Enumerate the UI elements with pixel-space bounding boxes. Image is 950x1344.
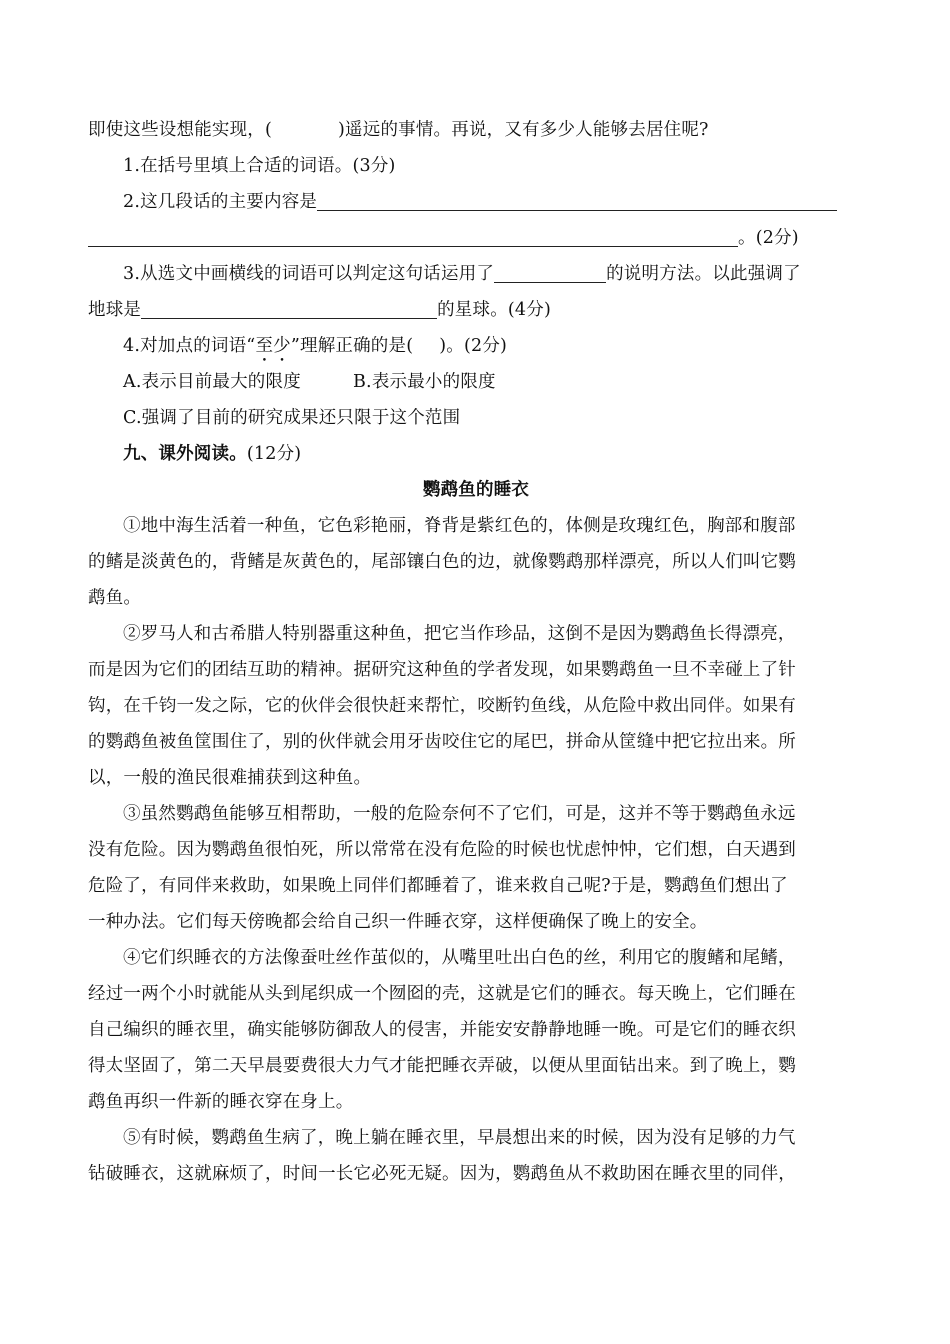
section-score: (12分) — [246, 444, 302, 464]
question-3 — [88, 256, 864, 292]
article-line: 危险了，有同伴来救助，如果晚上同伴们都睡着了，谁来救自己呢?于是，鹦鹉鱼们想出了 — [88, 876, 788, 896]
answer-blank-line[interactable] — [141, 296, 437, 319]
question-4-options-ab — [88, 364, 864, 400]
question-1 — [88, 148, 864, 184]
question-2-score: 。(2分) — [738, 228, 799, 248]
article-line: 自己编织的睡衣里，确实能够防御敌人的侵害，并能安安静静地睡一晚。可是它们的睡衣织 — [88, 1020, 796, 1040]
article-line: 没有危险。因为鹦鹉鱼很怕死，所以常常在没有危险的时候也忧虑忡忡，它们想，白天遇到 — [88, 840, 796, 860]
section-9-heading — [88, 436, 864, 472]
article-line: ①地中海生活着一种鱼，它色彩艳丽，脊背是紫红色的，体侧是玫瑰红色，胸部和腹部 — [123, 516, 796, 536]
question-3-continued — [88, 292, 864, 328]
worksheet-page — [88, 112, 864, 1192]
question-1-text: 1.在括号里填上合适的词语。(3分) — [123, 156, 396, 176]
passage-text: )遥远的事情。再说，又有多少人能够去居住呢? — [338, 120, 709, 140]
article-body — [88, 508, 864, 1192]
answer-blank-line[interactable] — [494, 260, 606, 283]
question-3-text: 3.从选文中画横线的词语可以判定这句话运用了 — [123, 264, 495, 284]
article-line: ②罗马人和古希腊人特别器重这种鱼，把它当作珍品，这倒不是因为鹦鹉鱼长得漂亮， — [123, 624, 796, 644]
answer-blank-line[interactable] — [317, 188, 837, 211]
article-line: 一种办法。它们每天傍晚都会给自己织一件睡衣穿，这样便确保了晚上的安全。 — [88, 912, 708, 932]
option-c[interactable]: C.强调了目前的研究成果还只限于这个范围 — [123, 408, 461, 428]
article-line: 的鹦鹉鱼被鱼筐围住了，别的伙伴就会用牙齿咬住它的尾巴，拼命从筐缝中把它拉出来。所 — [88, 732, 796, 752]
question-4-text: 4.对加点的词语“ — [123, 336, 256, 356]
question-4-option-c-row — [88, 400, 864, 436]
article-line: 钻破睡衣，这就麻烦了，时间一长它必死无疑。因为，鹦鹉鱼从不救助困在睡衣里的同伴， — [88, 1164, 796, 1184]
question-3-score: 的星球。(4分) — [437, 300, 551, 320]
article-line: 的鳍是淡黄色的，背鳍是灰黄色的，尾部镶白色的边，就像鹦鹉那样漂亮，所以人们叫它鹦 — [88, 552, 796, 572]
passage-text: 即使这些设想能实现，( — [88, 120, 273, 140]
article-line: 而是因为它们的团结互助的精神。据研究这种鱼的学者发现，如果鹦鹉鱼一旦不幸碰上了针 — [88, 660, 796, 680]
option-a[interactable]: A.表示目前最大的限度 — [123, 372, 301, 392]
article-line: 钩，在千钧一发之际，它的伙伴会很快赶来帮忙，咬断钓鱼线，从危险中救出同伴。如果有 — [88, 696, 796, 716]
article-line: ⑤有时候，鹦鹉鱼生病了，晚上躺在睡衣里，早晨想出来的时候，因为没有足够的力气 — [123, 1128, 796, 1148]
question-3-text: 地球是 — [88, 300, 142, 320]
article-line: 得太坚固了，第二天早晨要费很大力气才能把睡衣弄破，以便从里面钻出来。到了晚上，鹦 — [88, 1056, 796, 1076]
article-line: 经过一两个小时就能从头到尾织成一个囫囵的壳，这就是它们的睡衣。每天晚上，它们睡在 — [88, 984, 796, 1004]
dotted-word: 至少 — [255, 336, 291, 356]
question-4 — [88, 328, 864, 364]
section-heading: 九、课外阅读。 — [123, 444, 247, 464]
question-2-text: 2.这几段话的主要内容是 — [123, 192, 318, 212]
article-title: 鹦鹉鱼的睡衣 — [422, 480, 530, 500]
article-line: 以，一般的渔民很难捕获到这种鱼。 — [88, 768, 372, 788]
option-b[interactable]: B.表示最小的限度 — [353, 372, 496, 392]
article-line: ④它们织睡衣的方法像蚕吐丝作茧似的，从嘴里吐出白色的丝，利用它的腹鳍和尾鳍， — [123, 948, 796, 968]
article-line: 鹉鱼再织一件新的睡衣穿在身上。 — [88, 1092, 354, 1112]
question-4-text: ”理解正确的是( — [290, 336, 414, 356]
question-2-continued — [88, 220, 864, 256]
answer-blank-line[interactable] — [88, 224, 738, 247]
article-line: ③虽然鹦鹉鱼能够互相帮助，一般的危险奈何不了它们，可是，这并不等于鹦鹉鱼永远 — [123, 804, 796, 824]
question-2 — [88, 184, 864, 220]
passage-last-line — [88, 112, 864, 148]
question-4-score: )。(2分) — [439, 336, 508, 356]
question-3-text: 的说明方法。以此强调了 — [606, 264, 801, 284]
article-line: 鹉鱼。 — [88, 588, 142, 608]
